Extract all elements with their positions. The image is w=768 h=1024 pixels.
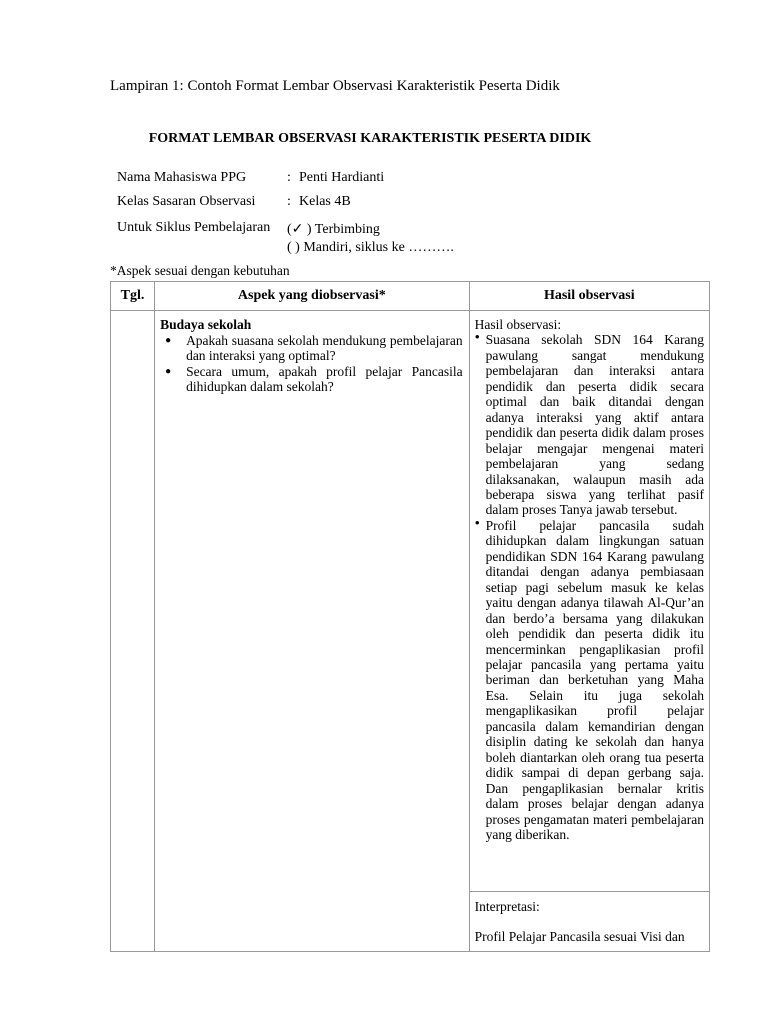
- hasil-item: • Profil pelajar pancasila sudah dihidupkan dalam lingkungan satuan pendidikan SDN 164 Karang pawulang ditandai dengan adanya pembiasaan setiap pagi sebelum masuk ke kelas yaitu dengan adanya tilawah Al-Qur’an dan berdo’a bersama yang dilakukan oleh pendidik dan peserta didik itu mencerminkan pengaplikasian profil pelajar pancasila yang pertama yaitu beriman dan berketuhan yang Maha Esa. Selain itu juga sekolah mengaplikasikan profil pelajar pancasila dalam kemandirian dengan disiplin dating ke sekolah dan hanya boleh diantarkan oleh orang tua peserta didik sampai di depan gerbang saja. Dan pengaplikasian bernalar kritis dalam proses belajar dengan adanya proses pengamatan materi pembelajaran yang diberikan.: [475, 518, 704, 843]
- lampiran-caption: Lampiran 1: Contoh Format Lembar Observasi Karakteristik Peserta Didik: [110, 78, 560, 94]
- aspek-item: ● Apakah suasana sekolah mendukung pembelajaran dan interaksi yang optimal?: [160, 333, 463, 364]
- table-header-row: [111, 282, 710, 311]
- aspek-list: [160, 333, 463, 395]
- interpretasi-cell: [469, 892, 709, 952]
- header-tgl: Tgl.: [111, 282, 155, 311]
- siklus-option-terbimbing: (✓ ) Terbimbing: [287, 222, 380, 237]
- tgl-cell: [111, 311, 155, 952]
- hasil-list: [475, 332, 704, 842]
- table-row: [111, 311, 710, 892]
- kelas-value: Kelas 4B: [299, 194, 351, 209]
- kelas-label: Kelas Sasaran Observasi: [117, 194, 256, 209]
- interpretasi-text: Profil Pelajar Pancasila sesuai Visi dan: [474, 929, 685, 944]
- document-title: FORMAT LEMBAR OBSERVASI KARAKTERISTIK PESERTA DIDIK: [148, 131, 592, 146]
- header-aspek: Aspek yang diobservasi*: [155, 282, 470, 311]
- kelas-colon: :: [287, 194, 291, 209]
- interpretasi-label: Interpretasi:: [474, 899, 540, 914]
- siklus-option-mandiri: ( ) Mandiri, siklus ke ……….: [287, 240, 454, 255]
- hasil-cell: [469, 311, 709, 892]
- nama-label: Nama Mahasiswa PPG: [117, 170, 247, 185]
- aspek-item: ● Secara umum, apakah profil pelajar Pancasila dihidupkan dalam sekolah?: [160, 364, 463, 395]
- aspek-note: *Aspek sesuai dengan kebutuhan: [110, 263, 290, 278]
- nama-value: Penti Hardianti: [299, 170, 385, 185]
- header-hasil: Hasil observasi: [469, 282, 709, 311]
- nama-colon: :: [287, 170, 291, 185]
- observation-table: [110, 281, 710, 952]
- aspek-title: Budaya sekolah: [160, 317, 252, 332]
- aspek-cell: [155, 311, 470, 952]
- hasil-item: • Suasana sekolah SDN 164 Karang pawulang sangat mendukung pembelajaran dan interaksi antara pendidik dan peserta didik secara optimal dan baik ditandai dengan adanya interaksi yang aktif antara pendidik dan peserta didik dalam proses belajar mengajar mengenai materi pembelajaran yang sedang dilaksanakan, walaupun masih ada beberapa siswa yang terlihat pasif dalam proses Tanya jawab tersebut.: [475, 332, 704, 517]
- siklus-label: Untuk Siklus Pembelajaran: [117, 220, 271, 235]
- hasil-label: Hasil observasi:: [474, 317, 562, 332]
